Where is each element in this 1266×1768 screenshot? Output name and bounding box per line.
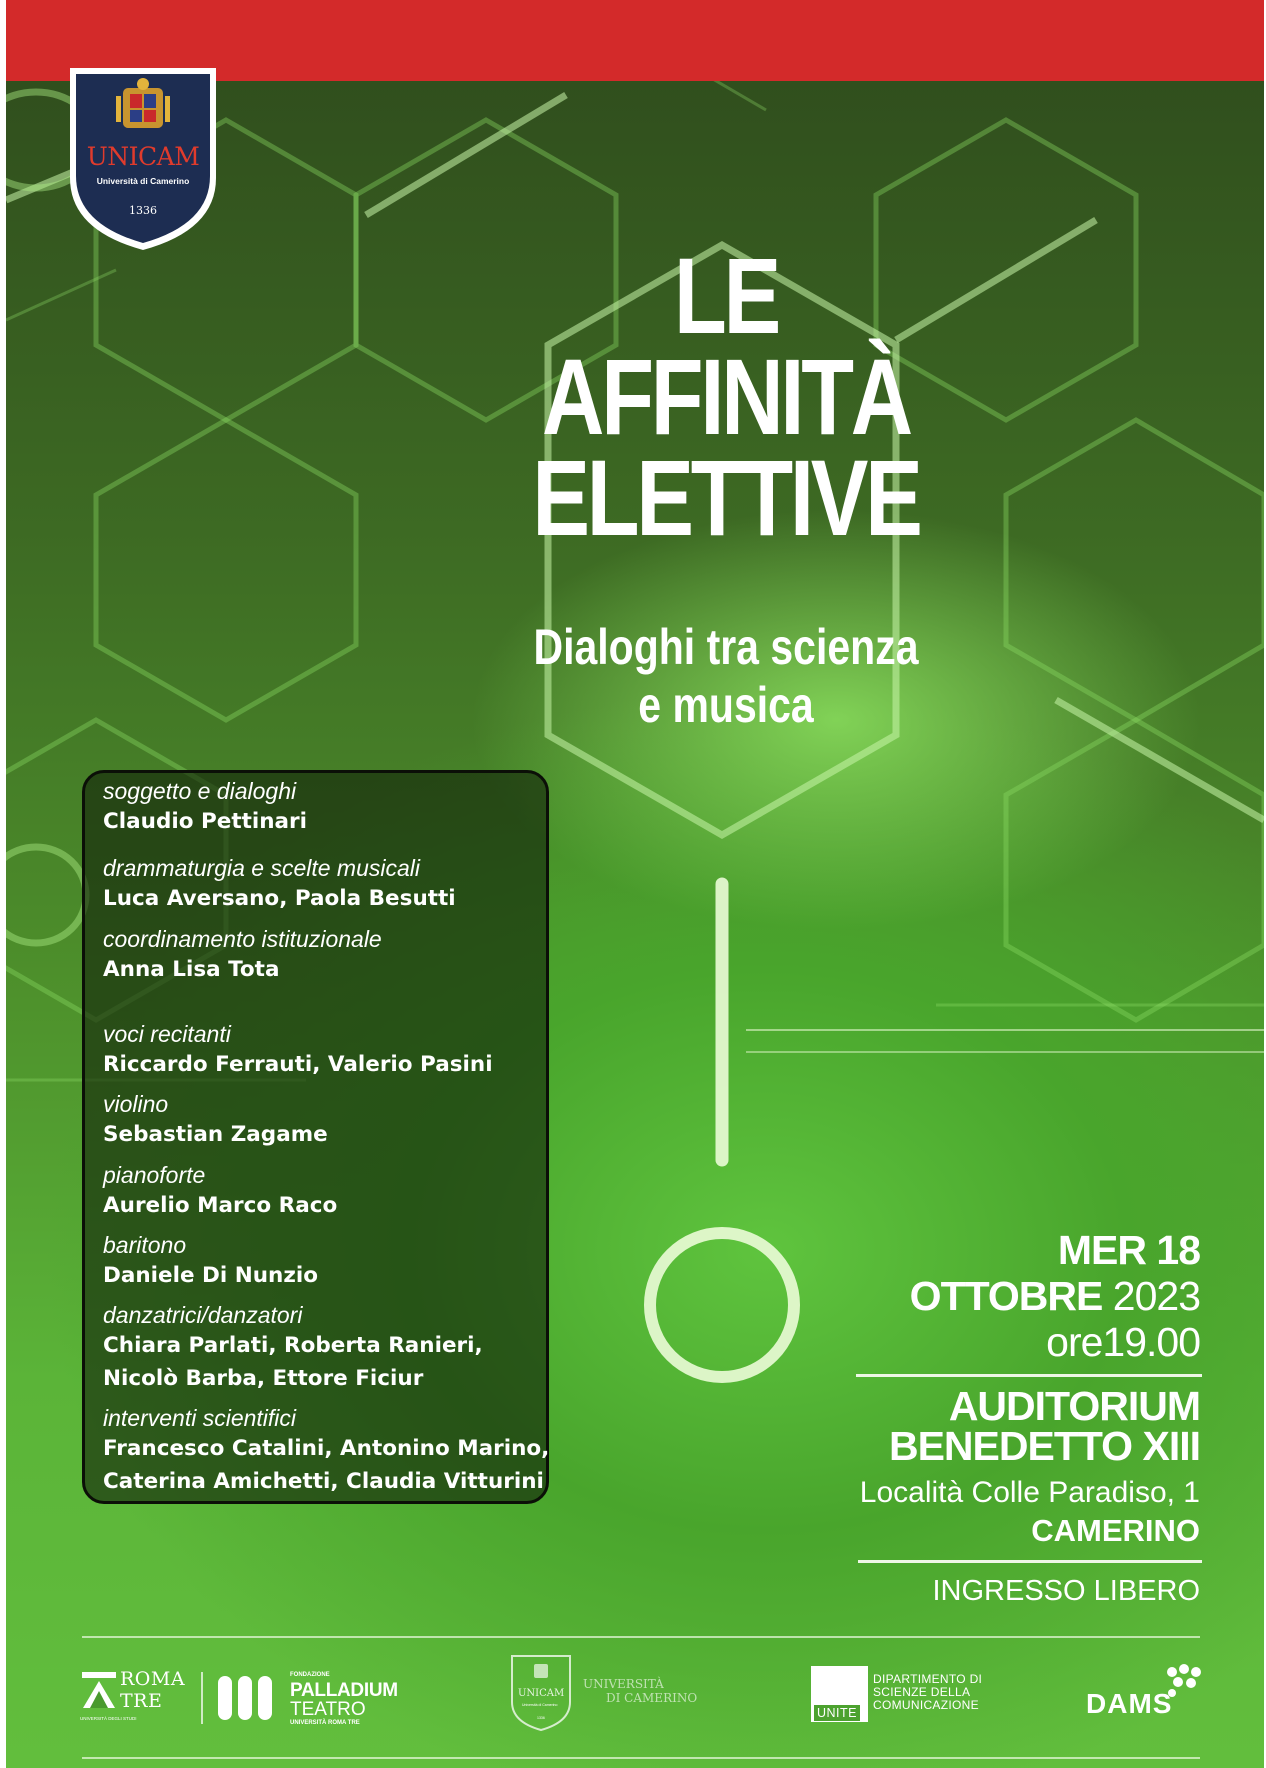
credit-item bbox=[103, 1301, 483, 1395]
event-month: OTTOBRE bbox=[909, 1273, 1103, 1319]
credit-role: soggetto e dialoghi bbox=[103, 778, 297, 804]
credit-item bbox=[103, 1231, 318, 1292]
roma-tre-line-2: TRE bbox=[120, 1690, 163, 1712]
footer-divider-bottom bbox=[82, 1757, 1200, 1759]
credit-names: Caterina Amichetti, Claudia Vitturini bbox=[103, 1469, 544, 1494]
event-address: Località Colle Paradiso, 1 bbox=[859, 1476, 1200, 1509]
logo-separator bbox=[201, 1672, 203, 1724]
poster bbox=[6, 0, 1264, 1768]
event-datetime bbox=[910, 1227, 1200, 1365]
credit-item bbox=[103, 925, 382, 986]
credit-role: danzatrici/danzatori bbox=[103, 1302, 303, 1328]
palladium-foundation: FONDAZIONE bbox=[290, 1672, 330, 1678]
unicam-wordmark-line-2: DI CAMERINO bbox=[606, 1691, 698, 1705]
event-year: 2023 bbox=[1112, 1273, 1200, 1319]
credit-names: Sebastian Zagame bbox=[103, 1122, 328, 1147]
credit-item bbox=[103, 777, 307, 838]
crest-subtitle: Università di Camerino bbox=[96, 176, 190, 186]
dams-logo bbox=[1086, 1660, 1206, 1730]
credit-names: Chiara Parlati, Roberta Ranieri, bbox=[103, 1333, 483, 1358]
roma-tre-line-1: ROMA bbox=[120, 1668, 186, 1690]
poster-subtitle bbox=[447, 618, 1005, 734]
palladium-name: PALLADIUM bbox=[290, 1680, 398, 1701]
unicam-footer-logo bbox=[510, 1654, 710, 1734]
title-line-3: ELETTIVE bbox=[532, 437, 920, 558]
venue-line-2: BENEDETTO XIII bbox=[888, 1423, 1200, 1469]
credit-role: coordinamento istituzionale bbox=[103, 926, 382, 952]
credit-names: Claudio Pettinari bbox=[103, 809, 308, 834]
credit-item bbox=[103, 1161, 337, 1222]
poster-title bbox=[438, 235, 1014, 558]
credit-role: voci recitanti bbox=[103, 1021, 231, 1047]
venue-line-1: AUDITORIUM bbox=[948, 1383, 1200, 1429]
credit-names: Nicolò Barba, Ettore Ficiur bbox=[103, 1366, 424, 1391]
unite-department-logo bbox=[806, 1666, 1006, 1726]
dams-label: DAMS bbox=[1086, 1688, 1173, 1719]
divider-2 bbox=[858, 1560, 1202, 1563]
event-month-year bbox=[910, 1273, 1200, 1319]
title-line-2: AFFINITÀ bbox=[542, 336, 910, 457]
credit-names: Riccardo Ferrauti, Valerio Pasini bbox=[103, 1052, 493, 1077]
credit-role: interventi scientifici bbox=[103, 1405, 297, 1431]
unicam-footer-sub: Università di Camerino bbox=[522, 1703, 558, 1707]
credits-box bbox=[82, 770, 549, 1504]
roma-tre-subtitle: UNIVERSITÀ DEGLI STUDI bbox=[80, 1716, 137, 1721]
unicam-footer-year: 1336 bbox=[537, 1716, 545, 1720]
event-time: ore19.00 bbox=[1046, 1319, 1200, 1365]
credit-names: Daniele Di Nunzio bbox=[103, 1263, 319, 1288]
event-venue bbox=[888, 1383, 1200, 1469]
credit-item bbox=[103, 1090, 328, 1151]
credit-role: baritono bbox=[103, 1232, 187, 1258]
unicam-footer-name: UNICAM bbox=[518, 1688, 565, 1699]
credit-item bbox=[103, 854, 456, 915]
crest-year: 1336 bbox=[129, 204, 157, 217]
department-line-2: SCIENZE DELLA bbox=[873, 1685, 971, 1699]
unite-label: UNITE bbox=[814, 1705, 860, 1721]
title-line-1: LE bbox=[673, 235, 778, 356]
event-day: MER 18 bbox=[1057, 1227, 1200, 1273]
unicam-crest-logo bbox=[68, 66, 218, 252]
event-city: CAMERINO bbox=[1031, 1513, 1200, 1548]
divider-1 bbox=[856, 1374, 1202, 1377]
credit-names: Francesco Catalini, Antonino Marino, bbox=[103, 1436, 550, 1461]
subtitle-line-2: e musica bbox=[638, 677, 814, 733]
palladium-university: UNIVERSITÀ ROMA TRE bbox=[290, 1720, 360, 1726]
palladium-teatro: TEATRO bbox=[290, 1699, 366, 1720]
credit-item bbox=[103, 1020, 493, 1081]
credit-role: violino bbox=[103, 1091, 169, 1117]
credit-role: pianoforte bbox=[103, 1162, 206, 1188]
footer-divider-top bbox=[82, 1636, 1200, 1638]
credit-item bbox=[103, 1404, 549, 1498]
department-line-1: DIPARTIMENTO DI bbox=[873, 1672, 983, 1686]
entry-info: INGRESSO LIBERO bbox=[932, 1575, 1200, 1607]
department-line-3: COMUNICAZIONE bbox=[873, 1698, 979, 1712]
credit-names: Anna Lisa Tota bbox=[103, 957, 280, 982]
credit-names: Aurelio Marco Raco bbox=[103, 1193, 338, 1218]
palladium-teatro-logo bbox=[218, 1668, 398, 1728]
credit-role: drammaturgia e scelte musicali bbox=[103, 855, 421, 881]
credit-names: Luca Aversano, Paola Besutti bbox=[103, 886, 456, 911]
roma-tre-logo bbox=[80, 1670, 192, 1728]
subtitle-line-1: Dialoghi tra scienza bbox=[533, 619, 919, 675]
crest-name: UNICAM bbox=[86, 142, 200, 171]
unicam-wordmark-line-1: UNIVERSITÀ bbox=[583, 1677, 664, 1691]
